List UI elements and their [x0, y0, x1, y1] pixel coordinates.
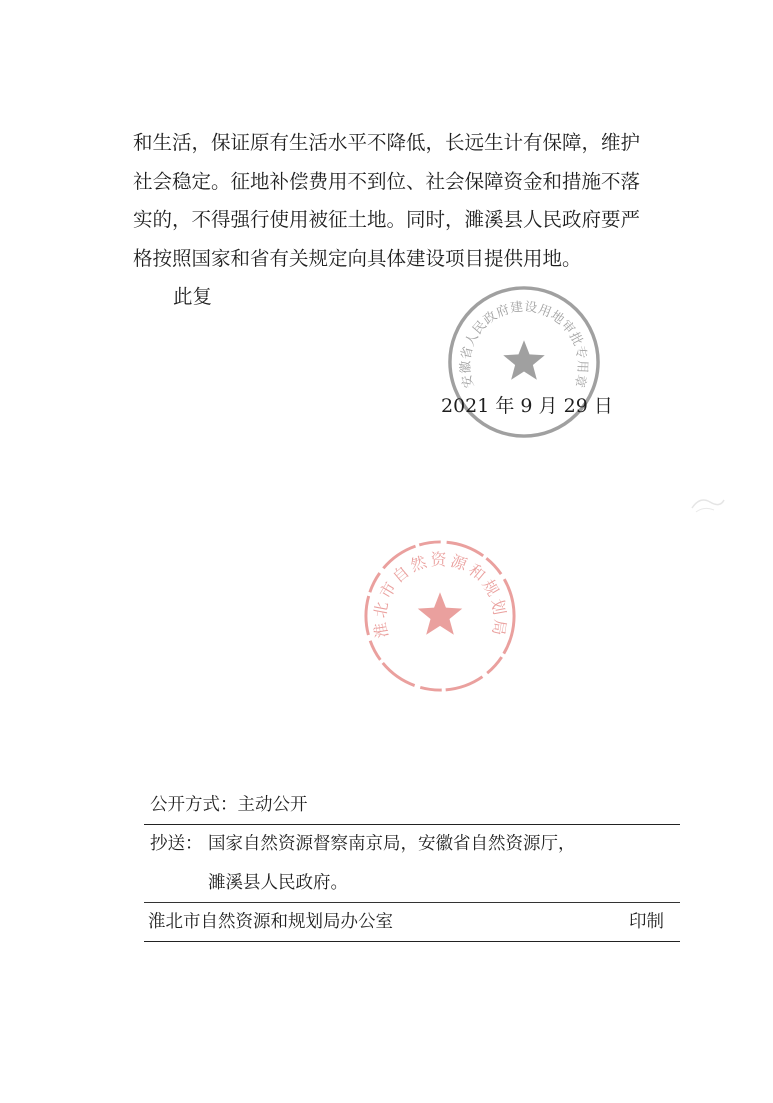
- scan-smudge: [688, 490, 728, 518]
- seal-text-gray: 安徽省人民政府建设用地审批专用章: [458, 299, 590, 390]
- disclosure-value: 主动公开: [237, 795, 308, 815]
- printed-label: 印制: [629, 912, 664, 932]
- cc-recipients-line-2: 濉溪县人民政府。: [208, 873, 348, 893]
- disclosure-row: [144, 786, 680, 825]
- disclosure-label: 公开方式：: [150, 795, 238, 815]
- divider: [144, 941, 680, 942]
- issuer-row: [144, 903, 680, 942]
- body-line-3: 实的，不得强行使用被征土地。同时，濉溪县人民政府要严: [133, 208, 641, 231]
- body-line-4: 格按照国家和省有关规定向具体建设项目提供用地。: [133, 246, 582, 270]
- cc-recipients-line-1: 国家自然资源督察南京局，安徽省自然资源厅，: [208, 834, 576, 854]
- body-line-1: 和生活，保证原有生活水平不降低，长远生计有保障，维护: [133, 131, 641, 154]
- official-seal-red: [361, 537, 519, 695]
- body-line-2: 社会稳定。征地补偿费用不到位、社会保障资金和措施不落: [133, 169, 641, 193]
- cc-label: 抄送：: [150, 834, 203, 854]
- letter-body: [133, 124, 693, 317]
- cc-row-continued: [144, 864, 680, 903]
- issuer-name: 淮北市自然资源和规划局办公室: [148, 912, 393, 932]
- star-icon: [503, 340, 544, 380]
- disclosure-text: [150, 791, 308, 816]
- closing-phrase: 此复: [173, 285, 213, 308]
- letter-date: 2021 年 9 月 29 日: [441, 395, 613, 417]
- cc-row: [144, 825, 680, 864]
- document-footer: [144, 786, 680, 942]
- seal-text-red: 淮北市自然资源和规划局: [370, 550, 510, 640]
- star-icon: [418, 592, 462, 634]
